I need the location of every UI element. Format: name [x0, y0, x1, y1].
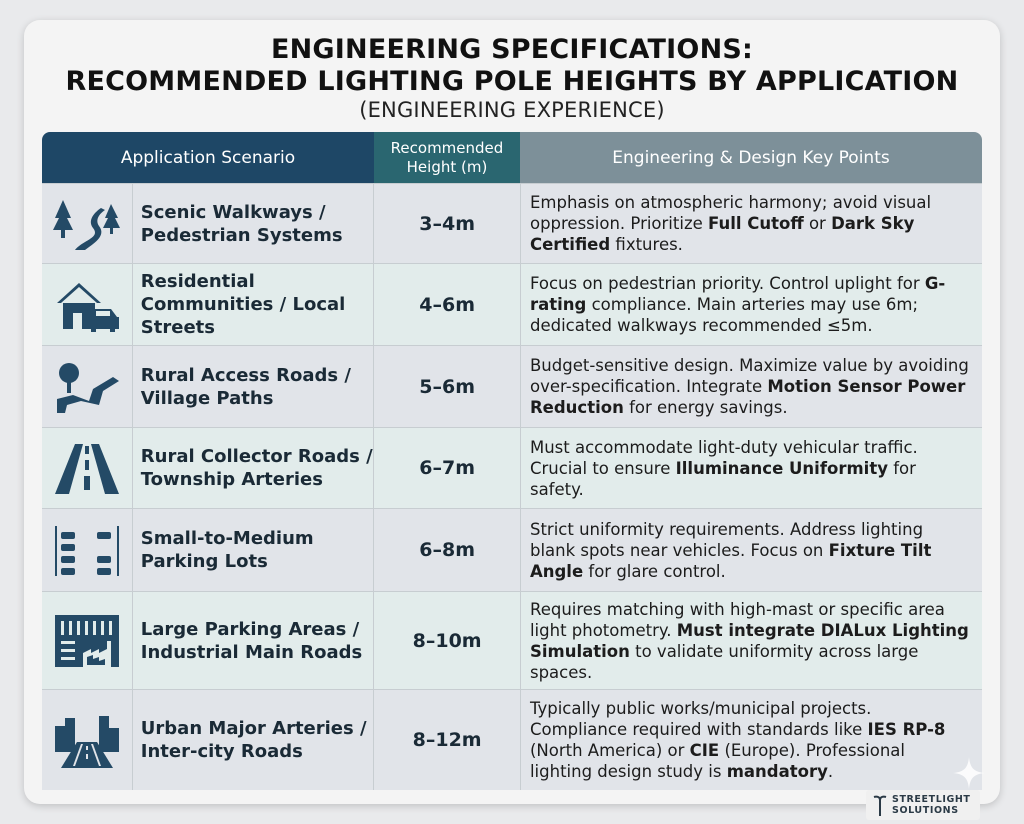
key-points-paragraph	[530, 192, 972, 255]
text-segment: for safety.	[529, 458, 916, 499]
height-value: 6–8m	[374, 509, 521, 591]
emphasis-term: CIE	[689, 741, 720, 760]
emphasis-term: Full Cutoff	[708, 214, 804, 233]
title-line-2: RECOMMENDED LIGHTING POLE HEIGHTS BY APPLICATION	[65, 66, 959, 97]
table-row	[42, 183, 982, 263]
scenario-label: Rural Access Roads / Village Paths	[133, 346, 374, 427]
text-segment: compliance. Main arteries may use 6m; dedicated walkways recommended ≤5m.	[529, 295, 919, 335]
scenario-label: Large Parking Areas / Industrial Main Roads	[133, 592, 374, 689]
title-line-1: ENGINEERING SPECIFICATIONS:	[270, 34, 754, 65]
key-points-paragraph	[530, 355, 972, 418]
parking-lot-icon	[42, 509, 133, 591]
key-points-text	[521, 509, 982, 591]
spec-table	[42, 132, 982, 790]
text-segment: Emphasis on atmospheric harmony; avoid visual oppression. Prioritize	[529, 193, 932, 233]
text-segment: (Europe). Professional lighting design study is	[529, 741, 905, 781]
key-points-text	[521, 346, 982, 427]
spec-card	[24, 20, 1000, 804]
height-value: 8–10m	[374, 592, 521, 689]
table-row	[42, 427, 982, 508]
key-points-paragraph	[530, 698, 972, 782]
key-points-text	[521, 264, 982, 345]
walkway-trees-icon	[42, 184, 133, 263]
emphasis-term: Motion Sensor Power Reduction	[529, 377, 966, 417]
logo-line-1: STREETLIGHT	[892, 794, 971, 805]
header-height: Recommended Height (m)	[374, 132, 520, 183]
city-highway-icon	[42, 690, 133, 790]
height-value: 6–7m	[374, 428, 521, 508]
emphasis-term: IES RP-8	[867, 720, 946, 739]
text-segment: to validate uniformity across large spaces.	[529, 641, 919, 682]
height-value: 8–12m	[374, 690, 521, 790]
text-segment: for glare control.	[583, 561, 726, 581]
emphasis-term: G-rating	[529, 274, 946, 314]
text-segment: Must accommodate light-duty vehicular traffic. Crucial to ensure	[529, 437, 918, 478]
house-car-icon	[42, 264, 133, 345]
scenario-label: Rural Collector Roads / Township Arteries	[133, 428, 374, 508]
height-value: 5–6m	[374, 346, 521, 427]
scenario-label: Scenic Walkways / Pedestrian Systems	[133, 184, 374, 263]
key-points-text	[521, 690, 982, 790]
scenario-label: Residential Communities / Local Streets	[133, 264, 374, 345]
header-key-points: Engineering & Design Key Points	[520, 132, 982, 183]
key-points-text	[521, 592, 982, 689]
header-scenario: Application Scenario	[42, 132, 374, 183]
text-segment: or	[803, 214, 832, 233]
text-segment: (North America) or	[529, 741, 690, 760]
streetlight-logo-icon	[872, 794, 888, 816]
brand-logo	[866, 790, 980, 820]
text-segment: Focus on pedestrian priority. Control uplight for	[529, 274, 925, 293]
text-segment: Typically public works/municipal projects. Compliance required with standards like	[529, 699, 872, 739]
table-row	[42, 263, 982, 345]
table-row	[42, 591, 982, 689]
emphasis-term: Must integrate DIALux Lighting Simulation	[529, 620, 969, 661]
emphasis-term: mandatory	[726, 762, 828, 781]
key-points-paragraph	[530, 437, 972, 500]
sparkle-icon	[952, 756, 986, 790]
key-points-text	[521, 184, 982, 263]
key-points-paragraph	[530, 599, 972, 683]
emphasis-term: Illuminance Uniformity	[675, 458, 888, 478]
text-segment: Strict uniformity requirements. Address lighting blank spots near vehicles. Focus on	[529, 519, 924, 560]
height-value: 4–6m	[374, 264, 521, 345]
height-value: 3–4m	[374, 184, 521, 263]
table-row	[42, 508, 982, 591]
text-segment: fixtures.	[610, 235, 683, 254]
text-segment: .	[827, 762, 834, 781]
key-points-paragraph	[530, 519, 972, 582]
text-segment: for energy savings.	[623, 398, 788, 417]
table-row	[42, 345, 982, 427]
emphasis-term: Dark Sky Certified	[529, 214, 915, 254]
emphasis-term: Fixture Tilt Angle	[529, 540, 932, 581]
title-subtitle: (ENGINEERING EXPERIENCE)	[359, 98, 665, 122]
table-header	[42, 132, 982, 183]
key-points-text	[521, 428, 982, 508]
key-points-paragraph	[530, 273, 972, 336]
highway-perspective-icon	[42, 428, 133, 508]
text-segment: Budget-sensitive design. Maximize value by avoiding over-specification. Integrate	[529, 356, 969, 396]
scenario-label: Urban Major Arteries / Inter-city Roads	[133, 690, 374, 790]
text-segment: Requires matching with high-mast or specific area light photometry.	[529, 599, 945, 640]
rural-road-tree-icon	[42, 346, 133, 427]
scenario-label: Small-to-Medium Parking Lots	[133, 509, 374, 591]
table-row	[42, 689, 982, 790]
logo-line-2: SOLUTIONS	[892, 805, 959, 816]
industrial-parking-icon	[42, 592, 133, 689]
